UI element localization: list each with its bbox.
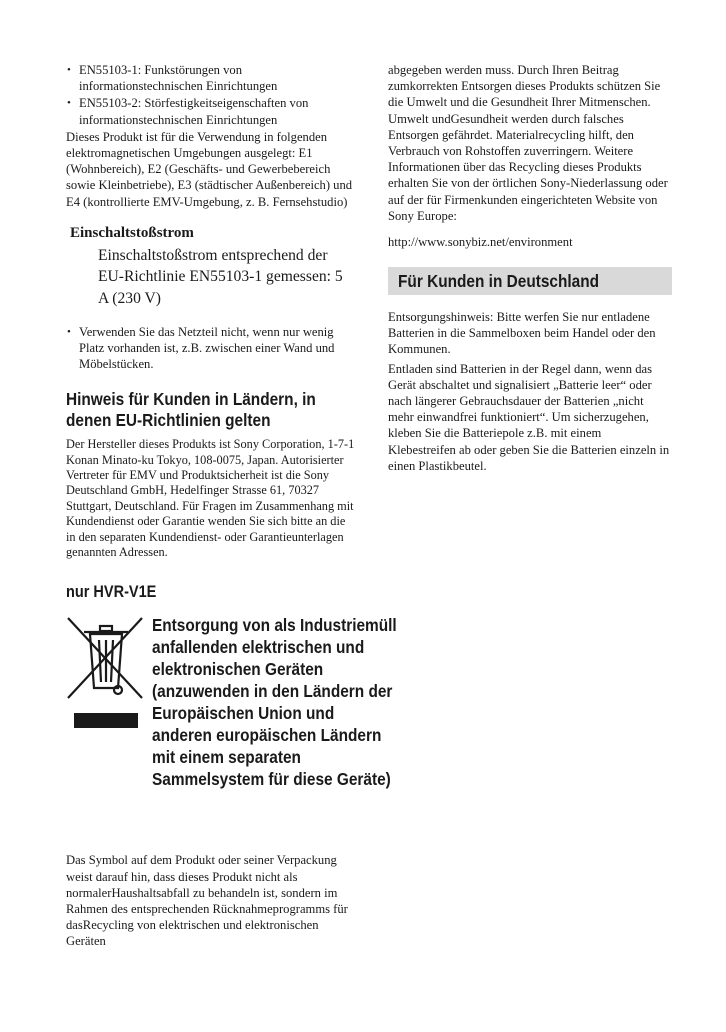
weee-paragraph: Das Symbol auf dem Produkt oder seiner Verpackung weist darauf hin, dass dieses Produkt nicht als normalerHaushaltsabfall zu behandeln ist, sondern im Rahmen des entsprechenden Rücknahmeprogramms für dasRecycling von elektrischen und elektronischen Geräten bbox=[66, 853, 348, 949]
inrush-heading: Einschaltstoßstrom bbox=[70, 224, 194, 241]
environment-url[interactable]: http://www.sonybiz.net/environment bbox=[388, 235, 573, 250]
germany-banner-title: Für Kunden in Deutschland bbox=[398, 271, 600, 292]
weee-section bbox=[66, 614, 397, 848]
germany-banner bbox=[388, 267, 672, 295]
bullet-en55103-2: • EN55103-2: Störfestigkeitseigenschaften von informationstechnischen Einrichtungen bbox=[66, 95, 356, 127]
right-column bbox=[388, 62, 672, 477]
battery-paragraph-2: Entladen sind Batterien in der Regel dann, wenn das Gerät abschaltet und signalisiert „Batterie leer“ oder nach längerer Gebrauchsdauer der Batterien „nicht mehr einwandfrei funktioniert“. Um sicherzugehen, kleben Sie die Batteriepole z.B. mit einem Klebestreifen ab oder geben Sie die Batterien einzeln in einen Plastikbeutel. bbox=[388, 361, 670, 473]
model-heading: nur HVR-V1E bbox=[66, 583, 157, 602]
eu-heading: Hinweis für Kunden in Ländern, in denen EU-Richtlinien gelten bbox=[66, 389, 316, 431]
battery-paragraph-1: Entsorgungshinweis: Bitte werfen Sie nur entladene Batterien in die Sammelboxen beim Handel oder den Kommunen. bbox=[388, 310, 656, 357]
eu-paragraph: Der Hersteller dieses Produkts ist Sony Corporation, 1-7-1 Konan Minato-ku Tokyo, 108-0075, Japan. Autorisierter Vertreter für EMV und Produktsicherheit ist die Sony Deutschland GmbH, Hedelfinger Strasse 61, 70327 Stuttgart, Deutschland. Für Fragen im Zusammenhang mit Kundendienst oder Garantie wenden Sie sich bitte an die in den separaten Kundendienst- oder Garantieunterlagen genannten Adressen. bbox=[66, 437, 355, 560]
weee-bar bbox=[74, 713, 138, 728]
weee-title: Entsorgung von als Industriemüll anfallenden elektrischen und elektronischen Geräten (anzuwenden in den Ländern der Europäischen Union und anderen europäischen Ländern mit einem separaten Sammelsystem für diese Geräte) bbox=[152, 615, 397, 790]
bullet-en55103-1: • EN55103-1: Funkstörungen von informationstechnischen Einrichtungen bbox=[66, 62, 356, 94]
environment-paragraph: Dieses Produkt ist für die Verwendung in folgenden elektromagnetischen Umgebungen ausgelegt: E1 (Wohnbereich), E2 (Geschäfts- und Gewerbebereich sowie Kleinbetriebe), E3 (städtischer Außenbereich) und E4 (kontrollierte EMV-Umgebung, z. B. Fernsehstudio) bbox=[66, 129, 353, 209]
left-column bbox=[66, 62, 397, 953]
bullet-power-adapter: • Verwenden Sie das Netzteil nicht, wenn nur wenig Platz vorhanden ist, z.B. zwischen einer Wand und Möbelstücken. bbox=[66, 324, 356, 373]
crossed-out-bin-icon bbox=[66, 616, 146, 708]
recycling-paragraph: abgegeben werden muss. Durch Ihren Beitrag zumkorrekten Entsorgen dieses Produkts schützen Sie die Umwelt und die Gesundheit Ihrer Mitmenschen. Umwelt undGesundheit werden durch falsches Entsorgen gefährdet. Materialrecycling hilft, den Verbrauch von Rohstoffen zuverringern. Weitere Informationen über das Recycling dieses Produkts erhalten Sie von der örtlichen Sony-Niederlassung oder auf der für Firmenkunden eingerichteten Website von Sony Europe: bbox=[388, 63, 668, 223]
inrush-text: Einschaltstoßstrom entsprechend der EU-Richtlinie EN55103-1 gemessen: 5 A (230 V) bbox=[98, 246, 343, 308]
